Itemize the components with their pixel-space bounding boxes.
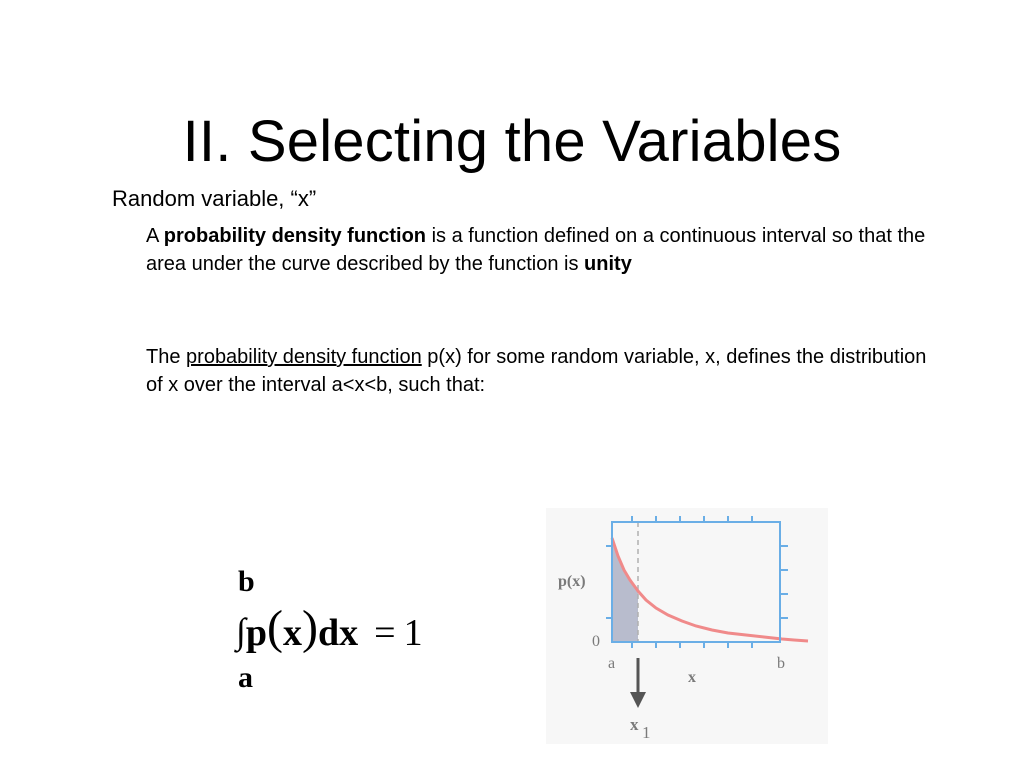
b-label: b bbox=[777, 655, 785, 672]
zero-label: 0 bbox=[592, 633, 600, 650]
distribution-term: probability density function bbox=[186, 346, 422, 368]
distribution-pre: The bbox=[146, 346, 187, 368]
x1-arrow-head bbox=[630, 692, 646, 708]
definition-paragraph bbox=[146, 222, 946, 278]
integral-body bbox=[236, 598, 423, 662]
function-variable: x bbox=[283, 612, 302, 654]
pdf-plot bbox=[546, 508, 828, 744]
lower-limit: a bbox=[238, 661, 253, 694]
slide-title: II. Selecting the Variables bbox=[182, 109, 842, 174]
ylabel-px: p(x) bbox=[558, 573, 586, 590]
differential: dx bbox=[317, 612, 359, 654]
x1-label: x bbox=[630, 715, 639, 734]
definition-mid: is a function defined on a continuous interval so that the area under the curve described by the function is bbox=[146, 225, 926, 275]
bullet-random-variable: Random variable, “x” bbox=[112, 186, 317, 211]
equation-rhs: 1 bbox=[403, 612, 423, 654]
integral-sign: ∫ bbox=[236, 611, 246, 651]
x-axis-label: x bbox=[688, 669, 696, 686]
upper-limit: b bbox=[238, 565, 255, 598]
left-paren: ( bbox=[267, 601, 283, 654]
definition-term: probability density function bbox=[163, 225, 427, 247]
x1-subscript: 1 bbox=[642, 723, 651, 742]
distribution-post: p(x) for some random variable, x, defines the distribution of x over the interval a<x<b, such that: bbox=[146, 346, 927, 396]
definition-end: unity bbox=[584, 253, 632, 275]
right-paren: ) bbox=[302, 601, 318, 654]
definition-pre: A bbox=[146, 225, 164, 247]
equals-sign: = bbox=[374, 612, 396, 654]
function-name: p bbox=[245, 612, 268, 654]
integral-equation bbox=[236, 562, 476, 702]
density-curve bbox=[612, 538, 808, 641]
pdf-figure bbox=[546, 508, 828, 744]
a-label: a bbox=[608, 655, 616, 672]
distribution-paragraph bbox=[146, 343, 946, 399]
